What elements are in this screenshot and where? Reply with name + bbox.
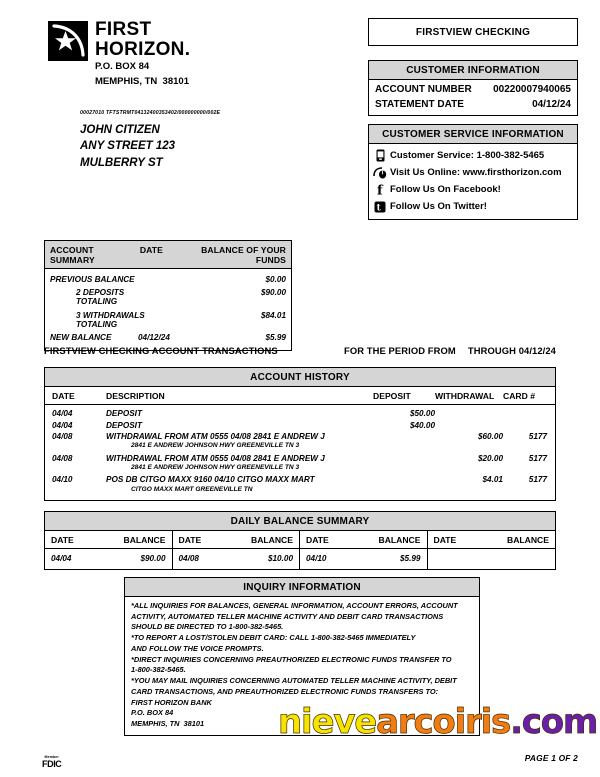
txn-withdrawal [435, 409, 503, 419]
transactions-period-through: THROUGH 04/12/24 [467, 345, 556, 356]
addressee-line2: MULBERRY ST [80, 156, 163, 169]
txn-withdrawal: $4.01 [482, 475, 503, 485]
bank-name-line2: HORIZON. [95, 38, 191, 60]
inquiry-line: *DIRECT INQUIRIES CONCERNING PREAUTHORIZED ELECTRONIC FUNDS TRANSFER TO [131, 654, 452, 664]
daily-balance-date: 04/04 [51, 554, 72, 563]
col-balance: BALANCE [506, 535, 549, 545]
daily-balance-header-row [45, 531, 555, 549]
txn-date: 04/10 [52, 475, 73, 485]
txn-description-sub: CITGO MAXX MART GREENEVILLE TN [131, 485, 253, 493]
txn-card: 5177 [528, 475, 547, 485]
txn-withdrawal [435, 421, 503, 431]
daily-balance-summary-table [44, 511, 556, 570]
daily-balance-header-cell [173, 531, 301, 548]
fdic-member-logo [42, 756, 61, 769]
mouse-icon [373, 166, 387, 180]
account-history-header-row [45, 387, 555, 405]
inquiry-line: AND FOLLOW THE VOICE PROMPTS. [131, 643, 264, 653]
daily-balance-header-cell [45, 531, 173, 548]
account-type-label: FIRSTVIEW CHECKING [415, 26, 531, 38]
txn-deposit: $50.00 [409, 409, 435, 419]
inquiry-line: SHOULD BE DIRECTED TO 1-800-382-5465. [131, 622, 284, 632]
col-date: DATE [52, 391, 75, 401]
bank-name-address [95, 20, 190, 88]
daily-balance-date: 04/10 [306, 554, 327, 563]
col-withdrawal: WITHDRAWAL [435, 391, 495, 401]
watermark-part1: nieve [278, 702, 377, 742]
watermark-part2: arcoiris [376, 702, 511, 742]
daily-balance-header-cell [300, 531, 428, 548]
inquiry-information-title: INQUIRY INFORMATION [125, 578, 479, 597]
list-item [373, 198, 577, 215]
twitter-icon [373, 200, 387, 214]
bank-logo-block [48, 20, 190, 88]
col-card-number: CARD # [503, 391, 535, 401]
col-date: DATE [433, 535, 457, 545]
col-date: DATE [306, 535, 329, 545]
list-item [373, 181, 577, 198]
col-balance: BALANCE [123, 535, 166, 545]
statement-date-label: STATEMENT DATE [375, 99, 464, 111]
table-row [45, 474, 555, 496]
account-summary-body [45, 269, 291, 350]
watermark-part3: .com [510, 702, 598, 742]
addressee-line1: ANY STREET 123 [80, 140, 176, 153]
table-row [45, 430, 555, 452]
table-row [45, 452, 555, 474]
daily-balance-data-row [45, 549, 555, 569]
customer-service-information-box [368, 124, 578, 220]
txn-date: 04/04 [52, 420, 73, 430]
summary-date [138, 275, 184, 285]
site-watermark [278, 702, 598, 742]
facebook-icon [373, 183, 387, 197]
account-summary-col-date: DATE [139, 245, 163, 255]
customer-service-title: CUSTOMER SERVICE INFORMATION [369, 125, 577, 144]
list-item [373, 164, 577, 181]
account-summary-col-balance: BALANCE OF YOUR FUNDS [201, 245, 286, 265]
txn-card: 5177 [528, 431, 547, 441]
daily-balance-summary-title: DAILY BALANCE SUMMARY [45, 512, 555, 531]
txn-date: 04/08 [52, 431, 73, 441]
inquiry-line: P.O. BOX 84 [131, 708, 174, 718]
customer-service-facebook-text[interactable]: Follow Us On Facebook! [390, 183, 501, 195]
col-balance: BALANCE [250, 535, 293, 545]
col-description: DESCRIPTION [106, 391, 165, 401]
summary-amount: $90.00 [260, 287, 286, 297]
inquiry-line: FIRST HORIZON BANK [131, 697, 212, 707]
table-row [45, 419, 555, 430]
col-date: DATE [51, 535, 74, 545]
txn-card [503, 409, 555, 419]
phone-icon [373, 149, 387, 163]
txn-withdrawal: $60.00 [477, 431, 503, 441]
account-number-label: ACCOUNT NUMBER [375, 84, 472, 95]
inquiry-line: 1-800-382-5465. [131, 665, 186, 675]
table-row [45, 273, 291, 286]
table-row [369, 97, 577, 112]
customer-service-website-text[interactable]: Visit Us Online: www.firsthorizon.com [390, 166, 562, 178]
table-row [45, 408, 555, 419]
mail-routing-code: 00027010 TFTSTRMT04132400353402/000000000/002E [80, 110, 221, 116]
txn-date: 04/04 [52, 409, 73, 419]
inquiry-line: ACTIVITY, AUTOMATED TELLER MACHINE ACTIVITY AND DEBIT CARD TRANSACTIONS [131, 611, 444, 621]
inquiry-line: MEMPHIS, TN 38101 [131, 719, 205, 729]
addressee-block [80, 122, 175, 171]
txn-description-sub: 2841 E ANDREW JOHNSON HWY GREENEVILLE TN 3 [131, 464, 300, 471]
account-summary-table [44, 240, 292, 351]
table-row [45, 332, 291, 345]
account-history-table [44, 367, 556, 501]
summary-date [166, 311, 203, 331]
summary-amount: $84.01 [260, 310, 286, 320]
txn-description: POS DB CITGO MAXX 9160 04/10 CITGO MAXX MART [106, 475, 315, 485]
customer-service-phone-text: Customer Service: 1-800-382-5465 [390, 149, 545, 161]
account-number-value: 00220007940065 [493, 84, 571, 95]
summary-amount: $0.00 [265, 274, 286, 284]
txn-card [503, 421, 555, 431]
customer-information-rows [369, 80, 577, 115]
txn-deposit [373, 454, 435, 464]
txn-description: WITHDRAWAL FROM ATM 0555 04/08 2841 E ANDREW J [106, 431, 325, 441]
summary-date: 04/12/24 [138, 333, 170, 343]
txn-deposit [373, 475, 435, 485]
summary-date [156, 288, 196, 308]
account-history-body [45, 405, 555, 500]
col-deposit: DEPOSIT [373, 391, 411, 401]
col-date: DATE [178, 535, 202, 545]
daily-balance-cell [428, 549, 556, 569]
statement-header [0, 0, 600, 230]
account-summary-header-row [45, 241, 291, 269]
fdic-member-text: Member [44, 754, 59, 759]
transactions-period-from: FOR THE PERIOD FROM [344, 345, 456, 356]
daily-balance-date: 04/08 [178, 554, 199, 563]
txn-deposit: $40.00 [409, 420, 435, 430]
txn-date: 04/08 [52, 453, 73, 463]
daily-balance-amount: $90.00 [140, 554, 166, 563]
fdic-mark-text: FDIC [42, 759, 62, 769]
inquiry-line: CARD TRANSACTIONS, AND PREAUTHORIZED ELECTRONIC FUNDS TRANSFERS TO: [131, 686, 439, 696]
daily-balance-cell [45, 549, 173, 569]
customer-service-rows [369, 144, 577, 219]
txn-description: DEPOSIT [106, 409, 142, 419]
summary-amount: $5.99 [265, 333, 286, 343]
svg-text:f: f [377, 183, 383, 196]
txn-withdrawal: $20.00 [477, 453, 503, 463]
inquiry-line: *TO REPORT A LOST/STOLEN DEBIT CARD: CALL 1-800-382-5465 IMMEDIATELY [131, 633, 416, 643]
txn-description: DEPOSIT [106, 420, 142, 430]
txn-description: WITHDRAWAL FROM ATM 0555 04/08 2841 E ANDREW J [106, 453, 325, 463]
statement-date-value: 04/12/24 [532, 99, 571, 111]
txn-description-sub: 2841 E ANDREW JOHNSON HWY GREENEVILLE TN 3 [131, 442, 300, 450]
daily-balance-amount: $5.99 [400, 554, 421, 563]
daily-balance-cell [300, 549, 428, 569]
list-item [373, 147, 577, 164]
account-summary-col-label: ACCOUNT SUMMARY [50, 245, 95, 265]
inquiry-line: *ALL INQUIRIES FOR BALANCES, GENERAL INFORMATION, ACCOUNT ERRORS, ACCOUNT [131, 601, 458, 610]
transactions-title-left: FIRSTVIEW CHECKING ACCOUNT TRANSACTIONS [44, 345, 278, 356]
col-balance: BALANCE [378, 535, 421, 545]
txn-deposit [373, 432, 435, 442]
inquiry-line: *YOU MAY MAIL INQUIRIES CONCERNING AUTOMATED TELLER MACHINE ACTIVITY, DEBIT [131, 676, 457, 686]
txn-card: 5177 [528, 453, 547, 463]
summary-label: PREVIOUS BALANCE [50, 274, 135, 284]
transactions-title-row [44, 345, 556, 356]
bank-name-line1: FIRST [95, 19, 152, 40]
addressee-name: JOHN CITIZEN [80, 124, 160, 136]
customer-service-twitter-text[interactable]: Follow Us On Twitter! [390, 200, 487, 212]
first-horizon-star-swoosh-logo-icon [48, 21, 88, 61]
summary-label: 2 DEPOSITS TOTALING [76, 287, 125, 307]
daily-balance-amount: $10.00 [267, 554, 293, 563]
summary-label: 3 WITHDRAWALS TOTALING [76, 310, 145, 330]
svg-text:t: t [376, 203, 381, 213]
daily-balance-cell [173, 549, 301, 569]
table-row [45, 286, 291, 309]
summary-label: NEW BALANCE [50, 333, 112, 343]
account-type-box [368, 18, 578, 46]
table-row [45, 309, 291, 332]
bank-po-box: P.O. BOX 84 [95, 61, 150, 73]
customer-information-box [368, 60, 578, 116]
daily-balance-header-cell [428, 531, 556, 548]
table-row [369, 82, 577, 97]
account-history-title: ACCOUNT HISTORY [45, 368, 555, 387]
customer-information-title: CUSTOMER INFORMATION [369, 61, 577, 80]
page-number: PAGE 1 OF 2 [524, 753, 578, 763]
bank-city-state-zip: MEMPHIS, TN 38101 [95, 75, 189, 87]
